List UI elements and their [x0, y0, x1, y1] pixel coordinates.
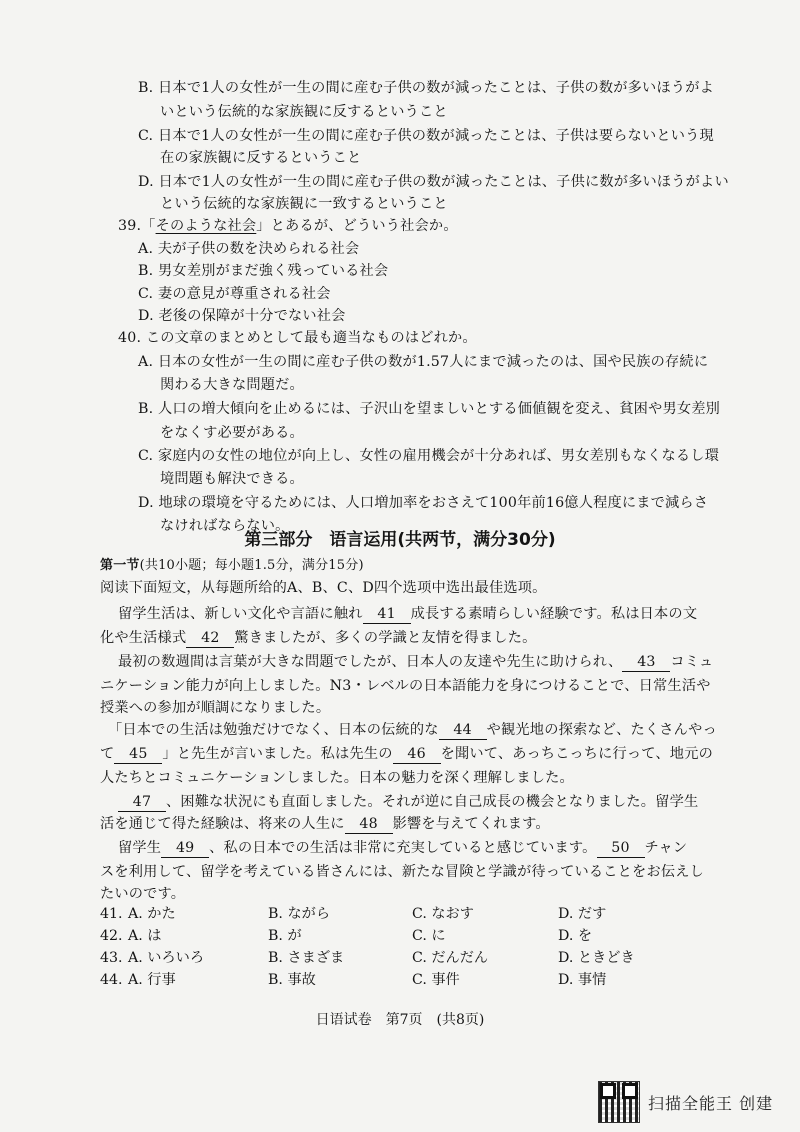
q40-option-d-line1: D. 地球の環境を守るためには、人口増加率をおさえて100年前16億人程度にまで減らさ	[138, 495, 709, 511]
q40-option-d-line2: なければならない。	[160, 518, 290, 534]
choice-number: 41.	[100, 906, 123, 922]
choice-number: 44.	[100, 972, 123, 988]
passage-p5-line2: スを利用して、留学を考えている皆さんには、新たな冒険と学識が待っていることをお伝えし	[100, 864, 704, 880]
subsection-1-label: 第一节	[100, 558, 140, 573]
passage-text: 「日本での生活は勉強だけでなく、日本の伝統的な	[108, 722, 439, 738]
watermark-text: 扫描全能王 创建	[648, 1093, 774, 1113]
q39-option-d: D. 老後の保障が十分でない社会	[138, 308, 346, 324]
q38-option-d-line2: という伝統的な家族観に一致するということ	[160, 196, 448, 212]
choice-number: 42.	[100, 928, 123, 944]
passage-text: を聞いて、あっちこっちに行って、地元の	[440, 746, 713, 762]
blank-47: 47	[118, 794, 166, 812]
passage-text: 留学生活は、新しい文化や言語に触れ	[118, 606, 363, 622]
choice-number: 43.	[100, 950, 123, 966]
passage-text: 、私の日本での生活は非常に充実していると感じています。	[209, 840, 597, 856]
q38-option-b-line1: B. 日本で1人の女性が一生の間に産む子供の数が減ったことは、子供の数が多いほうがよ	[138, 80, 714, 96]
passage-p4-line2	[100, 814, 550, 834]
passage-text: て	[100, 746, 115, 762]
passage-p1-line2	[100, 628, 536, 648]
passage-p5-line1	[118, 838, 687, 858]
q39-option-b: B. 男女差別がまだ強く残っている社会	[138, 263, 389, 279]
choice-d: D. だす	[558, 906, 607, 922]
choice-c: C. なおす	[412, 906, 474, 922]
passage-text: 成長する素晴らしい経験です。私は日本の文	[410, 606, 698, 622]
choice-b: B. が	[268, 928, 302, 944]
q38-option-d-line1: D. 日本で1人の女性が一生の間に産む子供の数が減ったことは、子供に数が多いほうがよい	[138, 174, 729, 190]
passage-p2-line3: 授業への参加が順調になりました。	[100, 700, 331, 716]
passage-text: 、困難な状況にも直面しました。それが逆に自己成長の機会となりました。留学生	[166, 794, 699, 810]
q40-option-c-line1: C. 家庭内の女性の地位が向上し、女性の雇用機会が十分あれば、男女差別もなくなるし環	[138, 448, 720, 464]
q40-option-c-line2: 境問題も解決できる。	[160, 471, 304, 487]
choice-c: C. 事件	[412, 972, 460, 988]
blank-42: 42	[186, 630, 234, 648]
choice-a: A. いろいろ	[128, 950, 205, 966]
choice-b: B. 事故	[268, 972, 316, 988]
passage-text: 最初の数週間は言葉が大きな問題でしたが、日本人の友達や先生に助けられ、	[118, 654, 623, 670]
scanner-watermark	[598, 1082, 773, 1122]
passage-p4-line1	[118, 792, 698, 812]
subsection-1-header	[100, 556, 364, 576]
passage-text: 化や生活様式	[100, 630, 187, 646]
passage-text: 留学生	[118, 840, 162, 856]
passage-text: チャン	[644, 840, 688, 856]
choice-b: B. さまざま	[268, 950, 345, 966]
q39-number: 39.	[118, 218, 142, 234]
q38-option-c-line1: C. 日本で1人の女性が一生の間に産む子供の数が減ったことは、子供は要らないという現	[138, 128, 714, 144]
subsection-1-detail: (共10小题；每小题1.5分，满分15分)	[139, 558, 364, 573]
passage-text: 」と先生が言いました。私は先生の	[162, 746, 393, 762]
blank-41: 41	[363, 606, 411, 624]
q40-option-b-line1: B. 人口の増大傾向を止めるには、子沢山を望ましいとする価値観を変え、貧困や男女差別	[138, 401, 721, 417]
q39-option-a: A. 夫が子供の数を決められる社会	[138, 241, 360, 257]
choice-d: D. を	[558, 928, 593, 944]
page-footer: 日语试卷 第7页 (共8页)	[315, 1012, 485, 1028]
q38-option-b-line2: いという伝統的な家族観に反するということ	[160, 104, 448, 120]
passage-text: 影響を与えてくれます。	[392, 816, 550, 832]
passage-p3-line1	[108, 720, 717, 740]
q38-option-c-line2: 在の家族観に反するということ	[160, 150, 362, 166]
choice-b: B. ながら	[268, 906, 331, 922]
q40-option-b-line2: をなくす必要がある。	[160, 425, 304, 441]
q39-quote-open: 「	[141, 218, 156, 234]
blank-43: 43	[622, 654, 670, 672]
passage-text: 驚きましたが、多くの学識と友情を得ました。	[234, 630, 537, 646]
passage-p3-line2	[100, 744, 713, 764]
choice-d: D. ときどき	[558, 950, 635, 966]
choice-c: C. に	[412, 928, 446, 944]
choice-d: D. 事情	[558, 972, 607, 988]
passage-p1-line1	[118, 604, 697, 624]
choice-c: C. だんだん	[412, 950, 489, 966]
q39-option-c: C. 妻の意見が尊重される社会	[138, 286, 331, 302]
blank-50: 50	[597, 840, 645, 858]
passage-p2-line1	[118, 652, 713, 672]
q39-question	[118, 216, 458, 236]
passage-p3-line3: 人たちとコミュニケーションしました。日本の魅力を深く理解しました。	[100, 770, 574, 786]
q39-underlined-phrase: そのような社会	[155, 218, 257, 234]
section-instruction: 阅读下面短文，从每题所给的A、B、C、D四个选项中选出最佳选项。	[100, 580, 547, 596]
blank-44: 44	[439, 722, 487, 740]
choice-a: A. かた	[128, 906, 176, 922]
section-3-title: 第三部分 语言运用(共两节，满分30分)	[244, 530, 556, 550]
q39-question-text: 」とあるが、どういう社会か。	[256, 218, 458, 234]
blank-49: 49	[161, 840, 209, 858]
blank-45: 45	[114, 746, 162, 764]
blank-46: 46	[393, 746, 441, 764]
q40-option-a-line2: 関わる大きな問題だ。	[160, 377, 304, 393]
qr-code-icon	[598, 1081, 640, 1123]
passage-text: や観光地の探索など、たくさんやっ	[486, 722, 717, 738]
choice-a: A. 行事	[128, 972, 176, 988]
passage-text: 活を通じて得た経験は、将来の人生に	[100, 816, 345, 832]
q40-option-a-line1: A. 日本の女性が一生の間に産む子供の数が1.57人にまで減ったのは、国や民族の存続に	[138, 354, 709, 370]
blank-48: 48	[345, 816, 393, 834]
choice-a: A. は	[128, 928, 162, 944]
passage-p5-line3: たいのです。	[100, 886, 186, 902]
passage-p2-line2: ニケーション能力が向上しました。N3・レベルの日本語能力を身につけることで、日常生活や	[100, 678, 711, 694]
passage-text: コミュ	[670, 654, 714, 670]
q40-question: 40. この文章のまとめとして最も適当なものはどれか。	[118, 330, 477, 346]
